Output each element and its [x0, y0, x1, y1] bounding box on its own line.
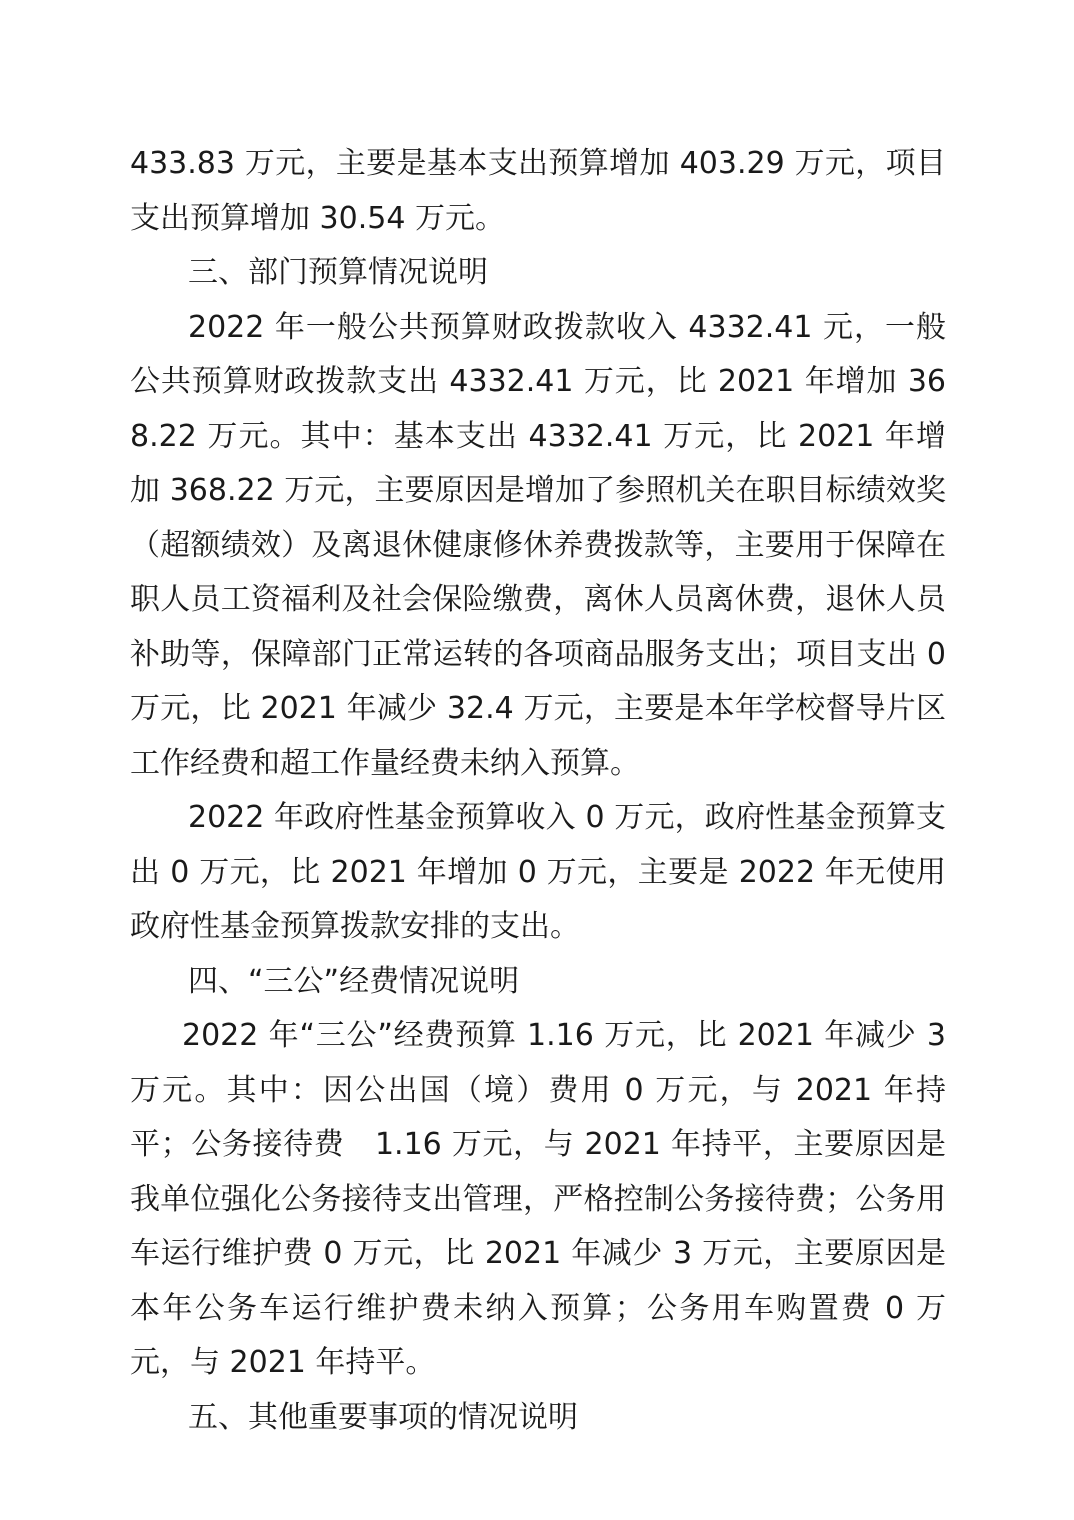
section-heading-three-public-expenses: 四、“三公”经费情况说明 — [188, 963, 520, 999]
section-heading-department-budget: 三、部门预算情况说明 — [188, 255, 488, 290]
paragraph-general-public-budget: 2022 年一般公共预算财政拨款收入 4332.41 元，一般公共预算财政拨款支出 4332.41 万元，比 2021 年增加 368.22 万元。其中：基本支出 4332.41 万元，比 2021 年增加 368.22 万元，主要原因是增加了参照机关在职目标绩效奖（超额绩效）及离退休健康修休养费拨款等，主要用于保障在职人员工资福利及社会保险缴费，离休人员离休费，退休人员补助等，保障部门正常运转的各项商品服务支出；项目支出 0 万元，比 2021 年减少 32.4 万元，主要是本年学校督导片区工作经费和超工作量经费未纳入预算。 — [130, 309, 946, 781]
paragraph-three-public-expenses: 2022 年“三公”经费预算 1.16 万元，比 2021 年减少 3 万元。其中：因公出国（境）费用 0 万元，与 2021 年持平；公务接待费 1.16 万元，与 2021 年持平，主要原因是我单位强化公务接待支出管理，严格控制公务接待费；公务用车运行维护费 0 万元，比 2021 年减少 3 万元，主要原因是本年公务车运行维护费未纳入预算；公务用车购置费 0 万元，与 2021 年持平。 — [130, 1018, 946, 1380]
document-body — [130, 137, 946, 1445]
section-heading-other-matters: 五、其他重要事项的情况说明 — [188, 1399, 578, 1435]
paragraph-government-fund-budget: 2022 年政府性基金预算收入 0 万元，政府性基金预算支出 0 万元，比 2021 年增加 0 万元，主要是 2022 年无使用政府性基金预算拨款安排的支出。 — [130, 800, 946, 944]
paragraph-budget-increase: 433.83 万元，主要是基本支出预算增加 403.29 万元，项目支出预算增加 30.54 万元。 — [130, 146, 946, 236]
